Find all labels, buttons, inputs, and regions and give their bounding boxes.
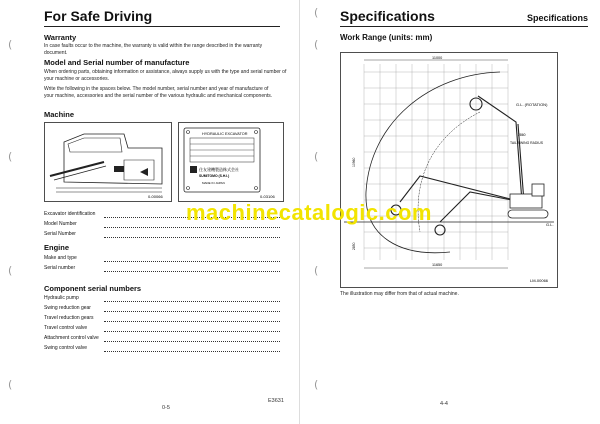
- field-travel-control: [44, 325, 280, 333]
- diagram-fig-code: LM-00066: [530, 278, 549, 283]
- header-bar: [340, 8, 588, 27]
- model-serial-para1: [44, 69, 289, 82]
- write-line[interactable]: [104, 351, 280, 352]
- field-label: Travel control valve: [44, 325, 88, 331]
- field-label: Travel reduction gears: [44, 315, 94, 321]
- para-line: your machine, accessories and the serial number of the various hydraulic and mechanical components.: [44, 92, 273, 99]
- field-label: Serial Number: [44, 231, 76, 237]
- dim-left: 10960: [352, 157, 356, 167]
- binder-hole-mark: (: [8, 264, 13, 277]
- section-title: Work Range (units: mm): [340, 33, 433, 42]
- machine-heading: Machine: [44, 110, 75, 119]
- serial-plate-figure: [178, 122, 284, 202]
- plate-title: HYDRAULIC EXCAVATOR: [202, 132, 248, 136]
- field-label: Make and type: [44, 255, 77, 261]
- write-line[interactable]: [104, 271, 280, 272]
- model-serial-para2: [44, 86, 289, 99]
- para-line: When ordering parts, obtaining information or assistance, always supply us with the type and serial number of: [44, 69, 287, 75]
- plate-made: MADE IN JAPAN: [202, 181, 225, 185]
- fig1-code: 0-00066: [148, 194, 163, 199]
- header-left: Specifications: [340, 8, 435, 24]
- field-attachment-control: [44, 335, 280, 343]
- warranty-text: In case faults occur to the machine, the warranty is valid within the range described in the warranty document.: [44, 43, 263, 56]
- write-line[interactable]: [104, 311, 280, 312]
- label-tail-radius: TAIL SWING RADIUS: [510, 141, 543, 145]
- field-label: Excavator identification: [44, 211, 96, 217]
- binder-hole-mark: (: [8, 378, 13, 391]
- field-travel-reduction: [44, 315, 280, 323]
- header-right: Specifications: [526, 13, 588, 23]
- field-label: Swing reduction gear: [44, 305, 91, 311]
- excavator-cab-figure: [44, 122, 172, 202]
- binder-hole-mark: (: [8, 150, 13, 163]
- dim-tail: 2860: [518, 133, 526, 137]
- field-engine-serial: [44, 265, 280, 273]
- write-line[interactable]: [104, 341, 280, 342]
- dim-low: 2850: [352, 242, 356, 250]
- write-line[interactable]: [104, 237, 280, 238]
- field-swing-control: [44, 345, 280, 353]
- para-line: Write the following in the spaces below. The model number, serial number and year of manufacture of: [44, 86, 269, 92]
- plate-brand: SUMITOMO (S.H.I.): [199, 174, 230, 178]
- work-range-diagram: [340, 52, 558, 288]
- binder-hole-mark: (: [314, 264, 319, 277]
- write-line[interactable]: [104, 321, 280, 322]
- components-heading: Component serial numbers: [44, 284, 142, 293]
- diagram-caption: The illustration may differ from that of actual machine.: [340, 291, 459, 297]
- write-line[interactable]: [104, 227, 280, 228]
- write-line[interactable]: [104, 301, 280, 302]
- binder-hole-mark: (: [8, 38, 13, 51]
- field-label: Attachment control valve: [44, 335, 99, 341]
- write-line[interactable]: [104, 261, 280, 262]
- dim-top: 11000: [432, 56, 443, 60]
- warranty-heading: Warranty: [44, 33, 77, 42]
- left-page-number: 0-5: [162, 405, 170, 411]
- field-engine-make: [44, 255, 280, 263]
- binder-hole-mark: (: [314, 38, 319, 51]
- page-title: For Safe Driving: [44, 8, 280, 27]
- label-gl-station: G.L. (ROTATION): [516, 102, 548, 107]
- model-serial-heading: Model and Serial number of manufacture: [44, 58, 190, 67]
- field-label: Hydraulic pump: [44, 295, 79, 301]
- logo-icon: [190, 166, 197, 173]
- watermark: machinecatalogic.com: [186, 200, 432, 225]
- doc-code: E3631: [268, 398, 284, 404]
- binder-hole-mark: (: [314, 6, 319, 19]
- fig2-code: 0-03106: [260, 194, 275, 199]
- field-swing-reduction: [44, 305, 280, 313]
- right-page-number: 4-4: [440, 401, 448, 407]
- field-label: Model Number: [44, 221, 77, 227]
- field-label: Serial number: [44, 265, 76, 271]
- binder-hole-mark: (: [314, 378, 319, 391]
- binder-hole-mark: (: [314, 150, 319, 163]
- write-line[interactable]: [104, 331, 280, 332]
- para-line: your machine or accessories.: [44, 75, 110, 82]
- label-gl: G.L.: [546, 222, 554, 227]
- engine-heading: Engine: [44, 243, 70, 252]
- dim-bottom: 11650: [432, 263, 443, 267]
- field-hydraulic-pump: [44, 295, 280, 303]
- field-serial-number: [44, 231, 280, 239]
- plate-brand-jp: 住友建機製造株式会社: [199, 167, 239, 172]
- field-label: Swing control valve: [44, 345, 88, 351]
